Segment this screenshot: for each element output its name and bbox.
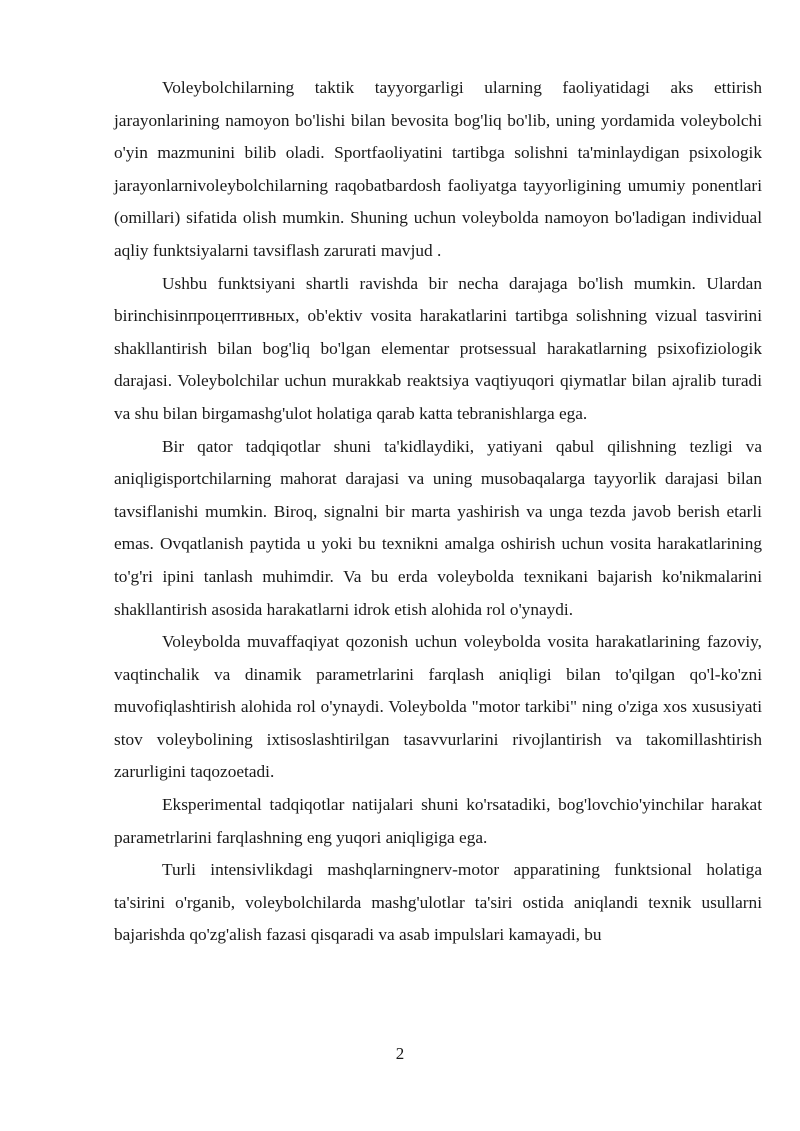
paragraph-intensity-effects: Turli intensivlikdagi mashqlarningnerv-motor apparatining funktsional holatiga ta'sirini o'rganib, voleybolchilarda mashg'ulotlar ta'siri ostida aniqlandi texnik usullarni bajarishda qo'zg'alish fazasi qisqaradi va asab impulslari kamayadi, bu	[114, 860, 762, 945]
page-number: 2	[395, 1044, 405, 1063]
paragraph-hand-eye-coordination: Voleybolda muvaffaqiyat qozonish uchun voleybolda vosita harakatlarining fazoviy, vaqtinchalik va dinamik parametrlarini farqlash aniqligi bilan to'qilgan qo'l-ko'zni muvofiqlashtirish alohida rol o'ynaydi. Voleybolda "motor tarkibi" ning o'ziga xos xususiyati stov voleybolining ixtisoslashtirilgan tasavvurlarini rivojlantirish va takomillashtirish zarurligini taqozoetadi.	[114, 632, 762, 782]
page-body	[114, 72, 762, 952]
paragraph-perception-speed: Bir qator tadqiqotlar shuni ta'kidlaydiki, yatiyani qabul qilishning tezligi va aniqligisportchilarning mahorat darajasi va uning musobaqalarga tayyorlik darajasi bilan tavsiflanishi mumkin. Biroq, signalni bir marta yashirish va unga tezda javob berish etarli emas. Ovqatlanish paytida u yoki bu texnikni amalga oshirish uchun vosita harakatlarining to'g'ri ipini tanlash muhimdir. Va bu erda voleybolda texnikani bajarish ko'nikmalarini shakllantirish asosida harakatlarni idrok etish alohida rol o'ynaydi.	[114, 436, 762, 619]
paragraph-tactical-preparation: Voleybolchilarning taktik tayyorgarligi ularning faoliyatidagi aks ettirish jarayonlarining namoyon bo'lishi bilan bevosita bog'liq bo'lib, uning yordamida voleybolchi o'yin mazmunini bilib oladi. Sportfaoliyatini tartibga solishni ta'minlaydigan psixologik jarayonlarnivoleybolchilarning raqobatbardosh faoliyatga tayyorligining umumiy ponentlari (omillari) sifatida olish mumkin. Shuning uchun voleybolda namoyon bo'ladigan individual aqliy funktsiyalarni tavsiflash zarurati mavjud .	[114, 78, 762, 260]
paragraph-experimental-results: Eksperimental tadqiqotlar natijalari shuni ko'rsatadiki, bog'lovchio'yinchilar harakat parametrlarini farqlashning eng yuqori aniqligiga ega.	[114, 795, 762, 847]
paragraph-function-levels: Ushbu funktsiyani shartli ravishda bir necha darajaga bo'lish mumkin. Ulardan birinchisinпроцептивных, ob'ektiv vosita harakatlarini tartibga solishning vizual tasvirini shakllantirish bilan bog'liq bo'lgan elementar protsessual harakatlarning psixofiziologik darajasi. Voleybolchilar uchun murakkab reaktsiya vaqtiyuqori qiymatlar bilan ajralib turadi va shu bilan birgamashg'ulot holatiga qarab katta tebranishlarga ega.	[114, 273, 762, 423]
